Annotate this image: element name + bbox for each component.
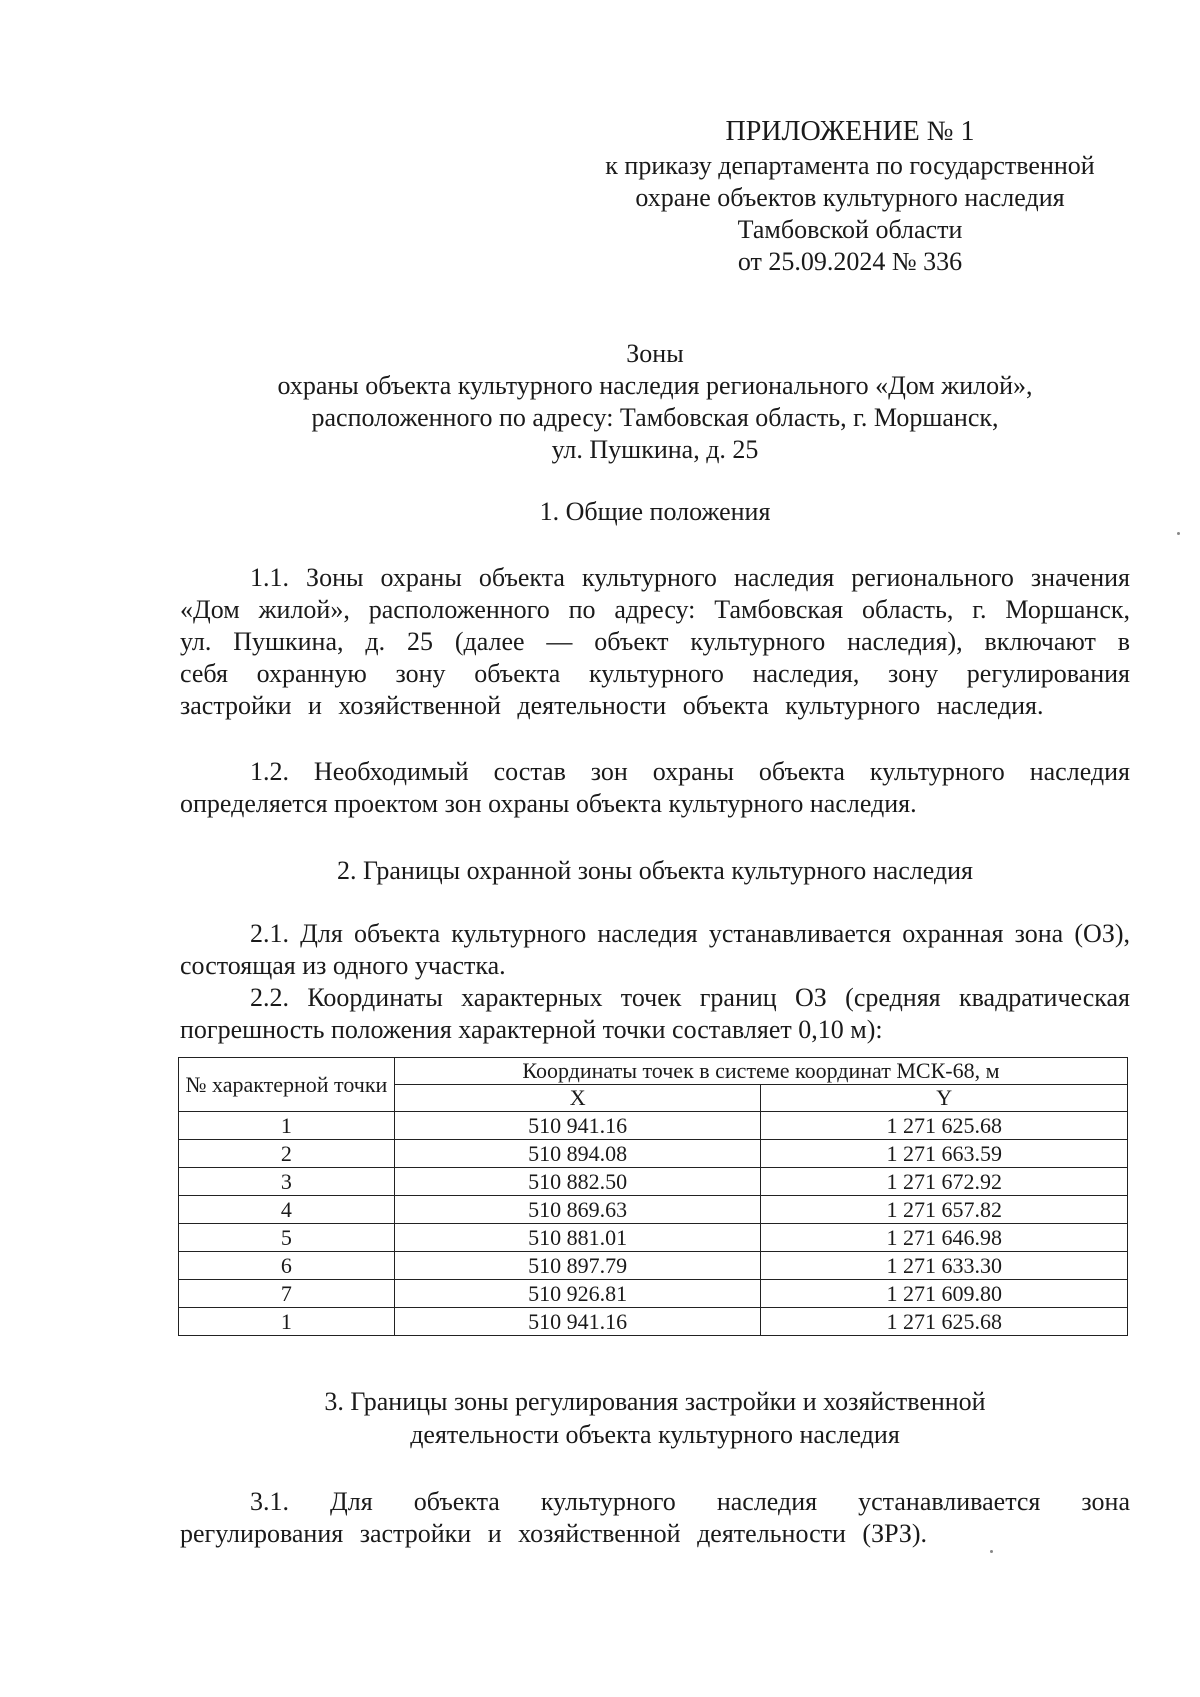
section2-heading: 2. Границы охранной зоны объекта культурного наследия	[336, 856, 974, 885]
coord-x: 510 897.79	[394, 1252, 761, 1280]
coord-x: 510 941.16	[394, 1308, 761, 1336]
point-number: 6	[179, 1252, 395, 1280]
paragraph-2-1: 2.1. Для объекта культурного наследия устанавливается охранная зона (ОЗ), состоящая из одного участка.	[180, 919, 1130, 980]
coord-x: 510 882.50	[394, 1168, 761, 1196]
table-row	[179, 1168, 1128, 1196]
section3-heading-line: деятельности объекта культурного наследия	[410, 1420, 900, 1449]
scan-speck	[1177, 532, 1180, 535]
point-number: 1	[179, 1308, 395, 1336]
appendix-line: от 25.09.2024 № 336	[737, 247, 963, 276]
header-y: Y	[761, 1085, 1128, 1112]
scan-speck	[990, 1550, 993, 1553]
title-line: расположенного по адресу: Тамбовская область, г. Моршанск,	[311, 403, 999, 432]
table-row	[179, 1224, 1128, 1252]
document-title	[180, 338, 1130, 466]
table-row	[179, 1308, 1128, 1336]
appendix-title: ПРИЛОЖЕНИЕ № 1	[725, 116, 975, 147]
paragraph-2-2: 2.2. Координаты характерных точек границ ОЗ (средняя квадратическая погрешность положения характерной точки составляет 0,10 м):	[180, 983, 1130, 1044]
coord-x: 510 941.16	[394, 1112, 761, 1140]
section3-heading	[180, 1385, 1130, 1451]
coord-y: 1 271 609.80	[761, 1280, 1128, 1308]
table-row	[179, 1112, 1128, 1140]
coord-y: 1 271 672.92	[761, 1168, 1128, 1196]
coord-y: 1 271 657.82	[761, 1196, 1128, 1224]
coord-x: 510 881.01	[394, 1224, 761, 1252]
appendix-line: Тамбовской области	[737, 215, 963, 244]
title-line: ул. Пушкина, д. 25	[551, 435, 759, 464]
table-row	[179, 1252, 1128, 1280]
paragraph-1-2: 1.2. Необходимый состав зон охраны объекта культурного наследия определяется проектом зон охраны объекта культурного наследия.	[180, 757, 1130, 818]
point-number: 7	[179, 1280, 395, 1308]
table-row	[179, 1140, 1128, 1168]
header-point-number: № характерной точки	[179, 1058, 395, 1112]
coord-x: 510 926.81	[394, 1280, 761, 1308]
title-line: Зоны	[626, 339, 684, 368]
paragraph-1-1: 1.1. Зоны охраны объекта культурного наследия регионального значения «Дом жилой», расположенного по адресу: Тамбовская область, г. Моршанск, ул. Пушкина, д. 25 (далее — объект культурного наследия), включают в себя охранную зону объекта культурного наследия, зону регулирования застройки и хозяйственной деятельности объекта культурного наследия.	[180, 563, 1130, 720]
coord-x: 510 869.63	[394, 1196, 761, 1224]
point-number: 5	[179, 1224, 395, 1252]
paragraph-3-1: 3.1. Для объекта культурного наследия устанавливается зона регулирования застройки и хозяйственной деятельности (ЗРЗ).	[180, 1487, 1130, 1548]
coord-y: 1 271 633.30	[761, 1252, 1128, 1280]
point-number: 4	[179, 1196, 395, 1224]
coord-y: 1 271 625.68	[761, 1112, 1128, 1140]
point-number: 1	[179, 1112, 395, 1140]
header-x: X	[394, 1085, 761, 1112]
coord-x: 510 894.08	[394, 1140, 761, 1168]
header-coordinates: Координаты точек в системе координат МСК-68, м	[394, 1058, 1127, 1085]
coordinates-table	[178, 1057, 1128, 1336]
appendix-block	[560, 116, 1140, 278]
section1-heading: 1. Общие положения	[539, 497, 771, 526]
appendix-line: к приказу департамента по государственной	[605, 151, 1095, 180]
coord-y: 1 271 663.59	[761, 1140, 1128, 1168]
title-line: охраны объекта культурного наследия регионального «Дом жилой»,	[277, 371, 1033, 400]
point-number: 3	[179, 1168, 395, 1196]
coord-y: 1 271 625.68	[761, 1308, 1128, 1336]
appendix-line: охране объектов культурного наследия	[635, 183, 1065, 212]
table-row	[179, 1196, 1128, 1224]
table-row	[179, 1280, 1128, 1308]
coord-y: 1 271 646.98	[761, 1224, 1128, 1252]
point-number: 2	[179, 1140, 395, 1168]
section3-heading-line: 3. Границы зоны регулирования застройки и хозяйственной	[324, 1387, 986, 1416]
